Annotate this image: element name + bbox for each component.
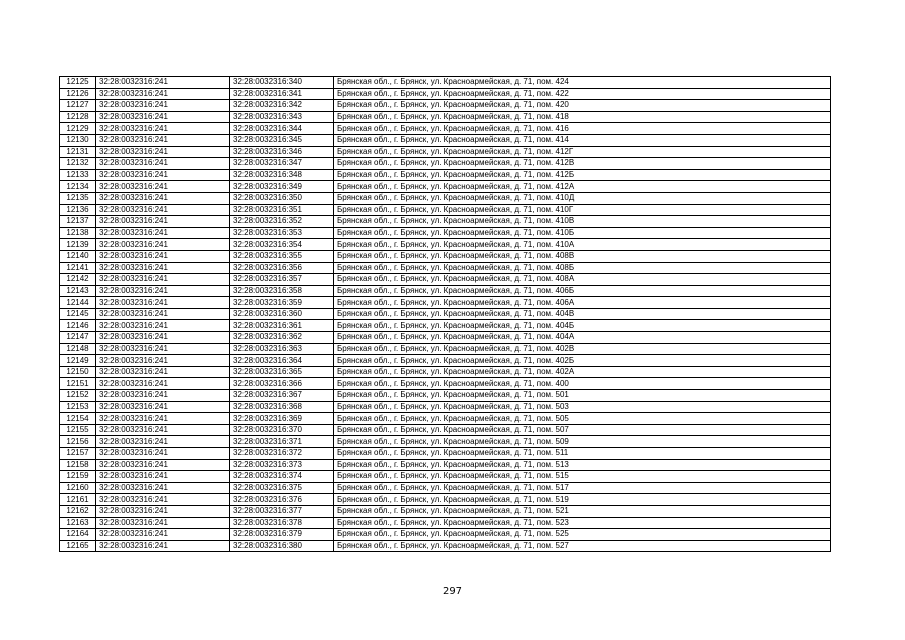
parent-cadastral-number-cell: 32:28:0032316:241 — [96, 77, 230, 89]
parent-cadastral-number-cell: 32:28:0032316:241 — [96, 320, 230, 332]
cadastral-number-cell: 32:28:0032316:374 — [230, 471, 334, 483]
table-row — [60, 250, 831, 262]
cadastral-number-cell: 32:28:0032316:378 — [230, 517, 334, 529]
table-row — [60, 100, 831, 112]
cadastral-number-cell: 32:28:0032316:353 — [230, 227, 334, 239]
address-cell: Брянская обл., г. Брянск, ул. Красноармейская, д. 71, пом. 408А — [334, 274, 831, 286]
parent-cadastral-number-cell: 32:28:0032316:241 — [96, 378, 230, 390]
parent-cadastral-number-cell: 32:28:0032316:241 — [96, 285, 230, 297]
parent-cadastral-number-cell: 32:28:0032316:241 — [96, 297, 230, 309]
table-row — [60, 146, 831, 158]
parent-cadastral-number-cell: 32:28:0032316:241 — [96, 134, 230, 146]
address-cell: Брянская обл., г. Брянск, ул. Красноармейская, д. 71, пом. 523 — [334, 517, 831, 529]
address-cell: Брянская обл., г. Брянск, ул. Красноармейская, д. 71, пом. 412Г — [334, 146, 831, 158]
cadastral-number-cell: 32:28:0032316:361 — [230, 320, 334, 332]
cadastral-number-cell: 32:28:0032316:373 — [230, 459, 334, 471]
table-row — [60, 111, 831, 123]
address-cell: Брянская обл., г. Брянск, ул. Красноармейская, д. 71, пом. 505 — [334, 413, 831, 425]
cadastral-number-cell: 32:28:0032316:346 — [230, 146, 334, 158]
cadastral-number-cell: 32:28:0032316:347 — [230, 158, 334, 170]
table-row — [60, 448, 831, 460]
parent-cadastral-number-cell: 32:28:0032316:241 — [96, 355, 230, 367]
row-number-cell: 12135 — [60, 192, 96, 204]
row-number-cell: 12130 — [60, 134, 96, 146]
row-number-cell: 12152 — [60, 390, 96, 402]
parent-cadastral-number-cell: 32:28:0032316:241 — [96, 366, 230, 378]
cadastral-number-cell: 32:28:0032316:343 — [230, 111, 334, 123]
parent-cadastral-number-cell: 32:28:0032316:241 — [96, 250, 230, 262]
table-row — [60, 459, 831, 471]
address-cell: Брянская обл., г. Брянск, ул. Красноармейская, д. 71, пом. 527 — [334, 540, 831, 552]
row-number-cell: 12133 — [60, 169, 96, 181]
address-cell: Брянская обл., г. Брянск, ул. Красноармейская, д. 71, пом. 501 — [334, 390, 831, 402]
row-number-cell: 12151 — [60, 378, 96, 390]
address-cell: Брянская обл., г. Брянск, ул. Красноармейская, д. 71, пом. 424 — [334, 77, 831, 89]
parent-cadastral-number-cell: 32:28:0032316:241 — [96, 494, 230, 506]
cadastral-number-cell: 32:28:0032316:379 — [230, 529, 334, 541]
address-cell: Брянская обл., г. Брянск, ул. Красноармейская, д. 71, пом. 408Б — [334, 262, 831, 274]
table-row — [60, 123, 831, 135]
address-cell: Брянская обл., г. Брянск, ул. Красноармейская, д. 71, пом. 525 — [334, 529, 831, 541]
cadastral-number-cell: 32:28:0032316:377 — [230, 505, 334, 517]
cadastral-number-cell: 32:28:0032316:370 — [230, 424, 334, 436]
cadastral-number-cell: 32:28:0032316:360 — [230, 308, 334, 320]
row-number-cell: 12150 — [60, 366, 96, 378]
row-number-cell: 12149 — [60, 355, 96, 367]
address-cell: Брянская обл., г. Брянск, ул. Красноармейская, д. 71, пом. 412В — [334, 158, 831, 170]
cadastral-number-cell: 32:28:0032316:349 — [230, 181, 334, 193]
address-cell: Брянская обл., г. Брянск, ул. Красноармейская, д. 71, пом. 404А — [334, 332, 831, 344]
cadastral-number-cell: 32:28:0032316:367 — [230, 390, 334, 402]
cadastral-number-cell: 32:28:0032316:362 — [230, 332, 334, 344]
address-cell: Брянская обл., г. Брянск, ул. Красноармейская, д. 71, пом. 511 — [334, 448, 831, 460]
address-cell: Брянская обл., г. Брянск, ул. Красноармейская, д. 71, пом. 418 — [334, 111, 831, 123]
address-cell: Брянская обл., г. Брянск, ул. Красноармейская, д. 71, пом. 406Б — [334, 285, 831, 297]
address-cell: Брянская обл., г. Брянск, ул. Красноармейская, д. 71, пом. 402В — [334, 343, 831, 355]
table-row — [60, 413, 831, 425]
cadastral-number-cell: 32:28:0032316:365 — [230, 366, 334, 378]
row-number-cell: 12158 — [60, 459, 96, 471]
address-cell: Брянская обл., г. Брянск, ул. Красноармейская, д. 71, пом. 410А — [334, 239, 831, 251]
row-number-cell: 12127 — [60, 100, 96, 112]
cadastral-number-cell: 32:28:0032316:366 — [230, 378, 334, 390]
address-cell: Брянская обл., г. Брянск, ул. Красноармейская, д. 71, пом. 507 — [334, 424, 831, 436]
address-cell: Брянская обл., г. Брянск, ул. Красноармейская, д. 71, пом. 513 — [334, 459, 831, 471]
address-cell: Брянская обл., г. Брянск, ул. Красноармейская, д. 71, пом. 402А — [334, 366, 831, 378]
parent-cadastral-number-cell: 32:28:0032316:241 — [96, 239, 230, 251]
row-number-cell: 12145 — [60, 308, 96, 320]
table-row — [60, 285, 831, 297]
parent-cadastral-number-cell: 32:28:0032316:241 — [96, 459, 230, 471]
cadastral-number-cell: 32:28:0032316:345 — [230, 134, 334, 146]
row-number-cell: 12138 — [60, 227, 96, 239]
cadastral-number-cell: 32:28:0032316:340 — [230, 77, 334, 89]
table-row — [60, 227, 831, 239]
row-number-cell: 12161 — [60, 494, 96, 506]
row-number-cell: 12163 — [60, 517, 96, 529]
address-cell: Брянская обл., г. Брянск, ул. Красноармейская, д. 71, пом. 410Г — [334, 204, 831, 216]
address-cell: Брянская обл., г. Брянск, ул. Красноармейская, д. 71, пом. 402Б — [334, 355, 831, 367]
table-row — [60, 471, 831, 483]
parent-cadastral-number-cell: 32:28:0032316:241 — [96, 227, 230, 239]
cadastral-number-cell: 32:28:0032316:356 — [230, 262, 334, 274]
table-row — [60, 88, 831, 100]
row-number-cell: 12162 — [60, 505, 96, 517]
parent-cadastral-number-cell: 32:28:0032316:241 — [96, 88, 230, 100]
row-number-cell: 12148 — [60, 343, 96, 355]
cadastral-number-cell: 32:28:0032316:352 — [230, 216, 334, 228]
cadastral-number-cell: 32:28:0032316:368 — [230, 401, 334, 413]
parent-cadastral-number-cell: 32:28:0032316:241 — [96, 448, 230, 460]
cadastral-number-cell: 32:28:0032316:380 — [230, 540, 334, 552]
row-number-cell: 12144 — [60, 297, 96, 309]
parent-cadastral-number-cell: 32:28:0032316:241 — [96, 274, 230, 286]
row-number-cell: 12157 — [60, 448, 96, 460]
address-cell: Брянская обл., г. Брянск, ул. Красноармейская, д. 71, пом. 414 — [334, 134, 831, 146]
table-row — [60, 169, 831, 181]
cadastral-number-cell: 32:28:0032316:350 — [230, 192, 334, 204]
address-cell: Брянская обл., г. Брянск, ул. Красноармейская, д. 71, пом. 515 — [334, 471, 831, 483]
row-number-cell: 12146 — [60, 320, 96, 332]
address-cell: Брянская обл., г. Брянск, ул. Красноармейская, д. 71, пом. 412А — [334, 181, 831, 193]
parent-cadastral-number-cell: 32:28:0032316:241 — [96, 401, 230, 413]
parent-cadastral-number-cell: 32:28:0032316:241 — [96, 216, 230, 228]
cadastral-number-cell: 32:28:0032316:355 — [230, 250, 334, 262]
table-row — [60, 332, 831, 344]
row-number-cell: 12141 — [60, 262, 96, 274]
parent-cadastral-number-cell: 32:28:0032316:241 — [96, 390, 230, 402]
registry-table-body — [60, 77, 831, 552]
cadastral-number-cell: 32:28:0032316:342 — [230, 100, 334, 112]
row-number-cell: 12136 — [60, 204, 96, 216]
table-row — [60, 378, 831, 390]
table-row — [60, 505, 831, 517]
parent-cadastral-number-cell: 32:28:0032316:241 — [96, 505, 230, 517]
row-number-cell: 12159 — [60, 471, 96, 483]
table-row — [60, 401, 831, 413]
table-row — [60, 308, 831, 320]
table-row — [60, 494, 831, 506]
row-number-cell: 12132 — [60, 158, 96, 170]
table-row — [60, 181, 831, 193]
table-row — [60, 204, 831, 216]
address-cell: Брянская обл., г. Брянск, ул. Красноармейская, д. 71, пом. 404В — [334, 308, 831, 320]
row-number-cell: 12126 — [60, 88, 96, 100]
table-row — [60, 320, 831, 332]
table-row — [60, 77, 831, 89]
parent-cadastral-number-cell: 32:28:0032316:241 — [96, 204, 230, 216]
cadastral-number-cell: 32:28:0032316:372 — [230, 448, 334, 460]
table-row — [60, 158, 831, 170]
table-row — [60, 424, 831, 436]
cadastral-number-cell: 32:28:0032316:348 — [230, 169, 334, 181]
cadastral-number-cell: 32:28:0032316:358 — [230, 285, 334, 297]
cadastral-number-cell: 32:28:0032316:363 — [230, 343, 334, 355]
table-row — [60, 390, 831, 402]
parent-cadastral-number-cell: 32:28:0032316:241 — [96, 332, 230, 344]
parent-cadastral-number-cell: 32:28:0032316:241 — [96, 111, 230, 123]
row-number-cell: 12134 — [60, 181, 96, 193]
address-cell: Брянская обл., г. Брянск, ул. Красноармейская, д. 71, пом. 400 — [334, 378, 831, 390]
address-cell: Брянская обл., г. Брянск, ул. Красноармейская, д. 71, пом. 410Д — [334, 192, 831, 204]
parent-cadastral-number-cell: 32:28:0032316:241 — [96, 413, 230, 425]
table-row — [60, 517, 831, 529]
cadastral-number-cell: 32:28:0032316:344 — [230, 123, 334, 135]
row-number-cell: 12156 — [60, 436, 96, 448]
table-row — [60, 482, 831, 494]
address-cell: Брянская обл., г. Брянск, ул. Красноармейская, д. 71, пом. 422 — [334, 88, 831, 100]
row-number-cell: 12165 — [60, 540, 96, 552]
address-cell: Брянская обл., г. Брянск, ул. Красноармейская, д. 71, пом. 503 — [334, 401, 831, 413]
cadastral-number-cell: 32:28:0032316:376 — [230, 494, 334, 506]
parent-cadastral-number-cell: 32:28:0032316:241 — [96, 308, 230, 320]
parent-cadastral-number-cell: 32:28:0032316:241 — [96, 471, 230, 483]
table-row — [60, 540, 831, 552]
table-row — [60, 239, 831, 251]
table-row — [60, 134, 831, 146]
address-cell: Брянская обл., г. Брянск, ул. Красноармейская, д. 71, пом. 519 — [334, 494, 831, 506]
cadastral-number-cell: 32:28:0032316:371 — [230, 436, 334, 448]
parent-cadastral-number-cell: 32:28:0032316:241 — [96, 123, 230, 135]
address-cell: Брянская обл., г. Брянск, ул. Красноармейская, д. 71, пом. 416 — [334, 123, 831, 135]
parent-cadastral-number-cell: 32:28:0032316:241 — [96, 436, 230, 448]
cadastral-number-cell: 32:28:0032316:359 — [230, 297, 334, 309]
cadastral-number-cell: 32:28:0032316:354 — [230, 239, 334, 251]
address-cell: Брянская обл., г. Брянск, ул. Красноармейская, д. 71, пом. 410Б — [334, 227, 831, 239]
address-cell: Брянская обл., г. Брянск, ул. Красноармейская, д. 71, пом. 412Б — [334, 169, 831, 181]
table-row — [60, 366, 831, 378]
row-number-cell: 12125 — [60, 77, 96, 89]
cadastral-number-cell: 32:28:0032316:351 — [230, 204, 334, 216]
cadastral-number-cell: 32:28:0032316:364 — [230, 355, 334, 367]
row-number-cell: 12155 — [60, 424, 96, 436]
row-number-cell: 12131 — [60, 146, 96, 158]
parent-cadastral-number-cell: 32:28:0032316:241 — [96, 529, 230, 541]
row-number-cell: 12142 — [60, 274, 96, 286]
parent-cadastral-number-cell: 32:28:0032316:241 — [96, 146, 230, 158]
parent-cadastral-number-cell: 32:28:0032316:241 — [96, 181, 230, 193]
row-number-cell: 12154 — [60, 413, 96, 425]
table-row — [60, 297, 831, 309]
table-row — [60, 192, 831, 204]
address-cell: Брянская обл., г. Брянск, ул. Красноармейская, д. 71, пом. 509 — [334, 436, 831, 448]
table-row — [60, 343, 831, 355]
address-cell: Брянская обл., г. Брянск, ул. Красноармейская, д. 71, пом. 420 — [334, 100, 831, 112]
parent-cadastral-number-cell: 32:28:0032316:241 — [96, 158, 230, 170]
address-cell: Брянская обл., г. Брянск, ул. Красноармейская, д. 71, пом. 406А — [334, 297, 831, 309]
row-number-cell: 12140 — [60, 250, 96, 262]
row-number-cell: 12153 — [60, 401, 96, 413]
row-number-cell: 12139 — [60, 239, 96, 251]
parent-cadastral-number-cell: 32:28:0032316:241 — [96, 192, 230, 204]
cadastral-number-cell: 32:28:0032316:357 — [230, 274, 334, 286]
page-number: 297 — [442, 586, 463, 597]
parent-cadastral-number-cell: 32:28:0032316:241 — [96, 424, 230, 436]
parent-cadastral-number-cell: 32:28:0032316:241 — [96, 262, 230, 274]
table-row — [60, 262, 831, 274]
address-cell: Брянская обл., г. Брянск, ул. Красноармейская, д. 71, пом. 410В — [334, 216, 831, 228]
row-number-cell: 12137 — [60, 216, 96, 228]
parent-cadastral-number-cell: 32:28:0032316:241 — [96, 517, 230, 529]
row-number-cell: 12143 — [60, 285, 96, 297]
address-cell: Брянская обл., г. Брянск, ул. Красноармейская, д. 71, пом. 517 — [334, 482, 831, 494]
address-cell: Брянская обл., г. Брянск, ул. Красноармейская, д. 71, пом. 521 — [334, 505, 831, 517]
row-number-cell: 12147 — [60, 332, 96, 344]
address-cell: Брянская обл., г. Брянск, ул. Красноармейская, д. 71, пом. 404Б — [334, 320, 831, 332]
parent-cadastral-number-cell: 32:28:0032316:241 — [96, 482, 230, 494]
table-row — [60, 216, 831, 228]
parent-cadastral-number-cell: 32:28:0032316:241 — [96, 540, 230, 552]
table-row — [60, 529, 831, 541]
cadastral-number-cell: 32:28:0032316:341 — [230, 88, 334, 100]
parent-cadastral-number-cell: 32:28:0032316:241 — [96, 343, 230, 355]
table-row — [60, 274, 831, 286]
row-number-cell: 12128 — [60, 111, 96, 123]
row-number-cell: 12164 — [60, 529, 96, 541]
registry-table — [59, 76, 831, 552]
cadastral-number-cell: 32:28:0032316:375 — [230, 482, 334, 494]
table-row — [60, 355, 831, 367]
parent-cadastral-number-cell: 32:28:0032316:241 — [96, 100, 230, 112]
address-cell: Брянская обл., г. Брянск, ул. Красноармейская, д. 71, пом. 408В — [334, 250, 831, 262]
row-number-cell: 12160 — [60, 482, 96, 494]
table-row — [60, 436, 831, 448]
row-number-cell: 12129 — [60, 123, 96, 135]
parent-cadastral-number-cell: 32:28:0032316:241 — [96, 169, 230, 181]
cadastral-number-cell: 32:28:0032316:369 — [230, 413, 334, 425]
